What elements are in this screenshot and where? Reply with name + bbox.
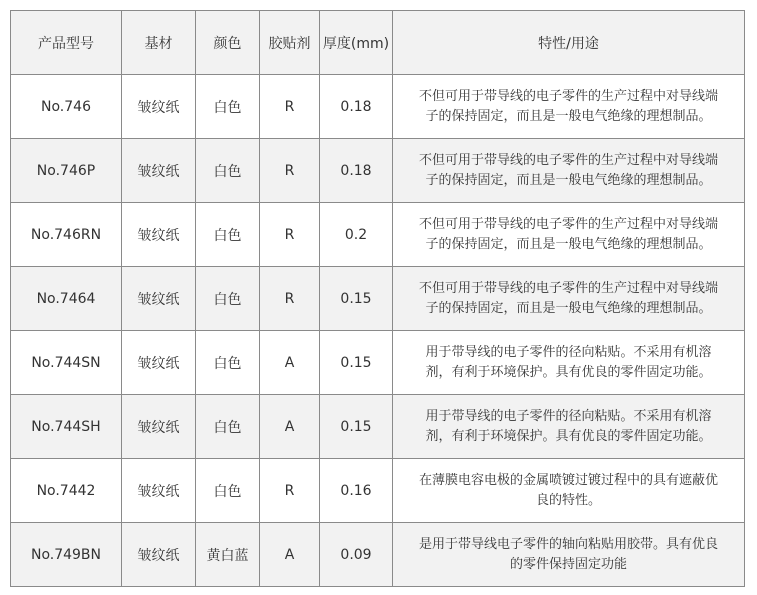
cell-adhesive: A [260, 395, 320, 459]
cell-features-usage [393, 203, 745, 267]
table-row [11, 203, 745, 267]
cell-model: No.746 [11, 75, 122, 139]
table-row [11, 75, 745, 139]
cell-features-usage [393, 523, 745, 587]
table-row [11, 523, 745, 587]
cell-model: No.744SH [11, 395, 122, 459]
table-row [11, 139, 745, 203]
features-text: 不但可用于带导线的电子零件的生产过程中对导线端子的保持固定，而且是一般电气绝缘的理想制品。 [418, 280, 718, 316]
cell-adhesive: R [260, 75, 320, 139]
features-text: 在薄膜电容电极的金属喷镀过镀过程中的具有遮蔽优良的特性。 [418, 472, 718, 508]
product-spec-table [10, 10, 745, 587]
table-row [11, 331, 745, 395]
cell-adhesive: A [260, 523, 320, 587]
features-text: 是用于带导线电子零件的轴向粘贴用胶带。具有优良的零件保持固定功能 [418, 536, 718, 572]
cell-base-material: 皱纹纸 [122, 75, 196, 139]
cell-adhesive: R [260, 267, 320, 331]
features-text: 不但可用于带导线的电子零件的生产过程中对导线端子的保持固定，而且是一般电气绝缘的理想制品。 [418, 216, 718, 252]
cell-thickness: 0.15 [320, 331, 393, 395]
cell-color: 白色 [196, 203, 260, 267]
cell-thickness: 0.15 [320, 267, 393, 331]
cell-thickness: 0.15 [320, 395, 393, 459]
header-color: 颜色 [196, 11, 260, 75]
cell-thickness: 0.18 [320, 139, 393, 203]
header-model: 产品型号 [11, 11, 122, 75]
cell-adhesive: R [260, 459, 320, 523]
cell-adhesive: R [260, 203, 320, 267]
cell-features-usage [393, 75, 745, 139]
cell-model: No.744SN [11, 331, 122, 395]
cell-features-usage [393, 459, 745, 523]
cell-model: No.7464 [11, 267, 122, 331]
cell-base-material: 皱纹纸 [122, 139, 196, 203]
table-row [11, 267, 745, 331]
cell-color: 白色 [196, 139, 260, 203]
cell-features-usage [393, 139, 745, 203]
cell-thickness: 0.2 [320, 203, 393, 267]
product-spec-table-container [10, 10, 745, 587]
cell-color: 白色 [196, 75, 260, 139]
cell-model: No.749BN [11, 523, 122, 587]
header-thickness: 厚度(mm) [320, 11, 393, 75]
table-row [11, 395, 745, 459]
cell-color: 白色 [196, 331, 260, 395]
cell-model: No.7442 [11, 459, 122, 523]
cell-features-usage [393, 267, 745, 331]
cell-base-material: 皱纹纸 [122, 523, 196, 587]
cell-base-material: 皱纹纸 [122, 459, 196, 523]
cell-color: 白色 [196, 459, 260, 523]
cell-adhesive: R [260, 139, 320, 203]
cell-base-material: 皱纹纸 [122, 203, 196, 267]
cell-thickness: 0.09 [320, 523, 393, 587]
header-features-usage: 特性/用途 [393, 11, 745, 75]
cell-color: 白色 [196, 267, 260, 331]
table-header-row [11, 11, 745, 75]
cell-color: 黄白蓝 [196, 523, 260, 587]
cell-base-material: 皱纹纸 [122, 395, 196, 459]
features-text: 不但可用于带导线的电子零件的生产过程中对导线端子的保持固定，而且是一般电气绝缘的理想制品。 [418, 152, 718, 188]
table-row [11, 459, 745, 523]
cell-base-material: 皱纹纸 [122, 331, 196, 395]
features-text: 用于带导线的电子零件的径向粘贴。不采用有机溶剂，有利于环境保护。具有优良的零件固定功能。 [425, 344, 712, 380]
cell-thickness: 0.18 [320, 75, 393, 139]
cell-model: No.746RN [11, 203, 122, 267]
cell-adhesive: A [260, 331, 320, 395]
header-adhesive: 胶贴剂 [260, 11, 320, 75]
cell-thickness: 0.16 [320, 459, 393, 523]
cell-features-usage [393, 395, 745, 459]
features-text: 用于带导线的电子零件的径向粘贴。不采用有机溶剂，有利于环境保护。具有优良的零件固定功能。 [425, 408, 712, 444]
cell-features-usage [393, 331, 745, 395]
cell-model: No.746P [11, 139, 122, 203]
cell-color: 白色 [196, 395, 260, 459]
cell-base-material: 皱纹纸 [122, 267, 196, 331]
features-text: 不但可用于带导线的电子零件的生产过程中对导线端子的保持固定，而且是一般电气绝缘的理想制品。 [418, 88, 718, 124]
header-base-material: 基材 [122, 11, 196, 75]
